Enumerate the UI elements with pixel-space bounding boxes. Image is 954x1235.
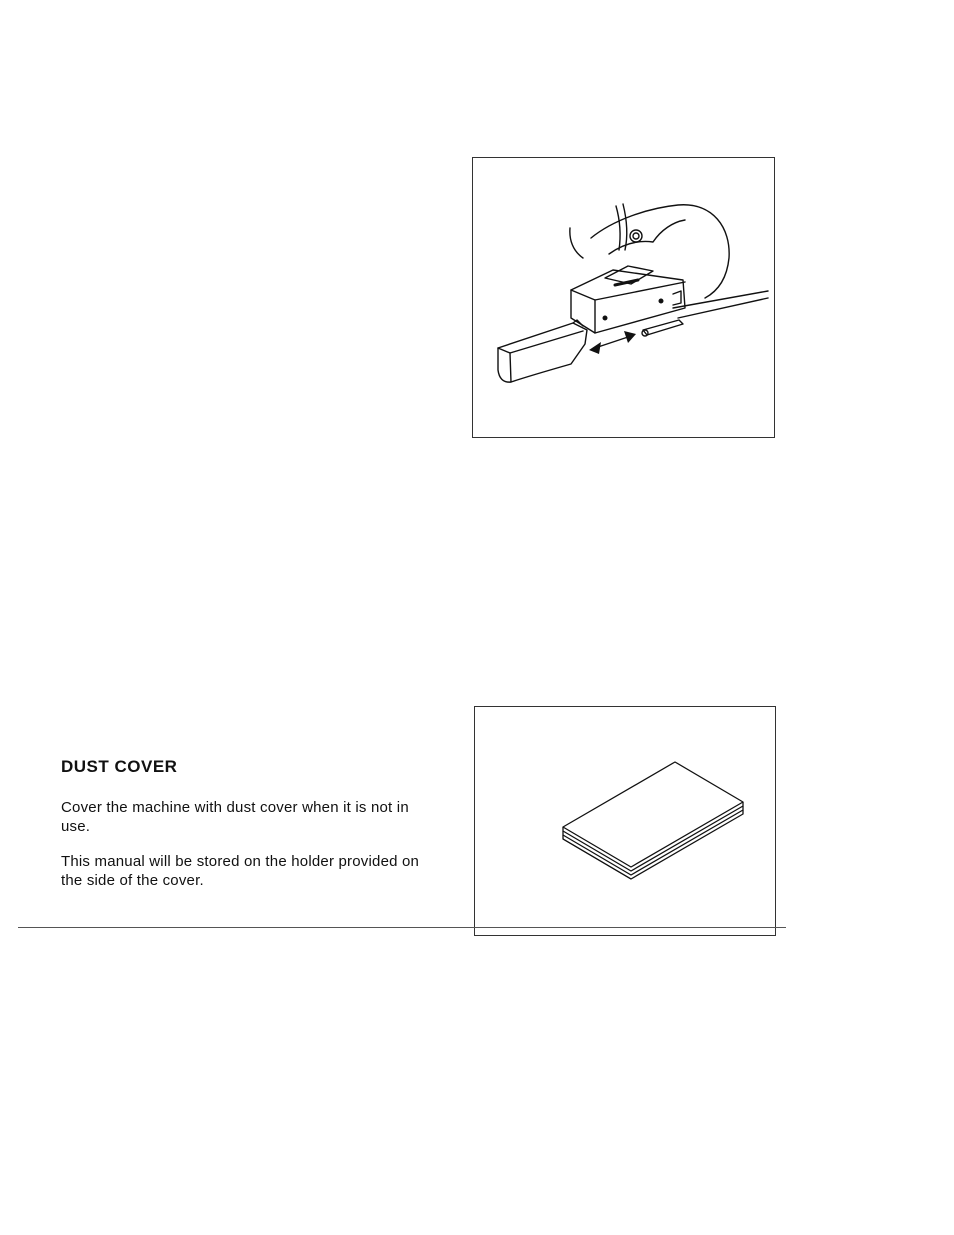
section-heading: DUST COVER: [61, 757, 178, 776]
accessory-box-figure: [472, 157, 775, 438]
manual-booklet-icon: [475, 707, 777, 937]
manual-figure: [474, 706, 776, 936]
section-divider: [18, 927, 786, 928]
dust-cover-paragraph: Cover the machine with dust cover when it is not in use.: [61, 799, 409, 835]
accessory-box-attach-icon: [473, 158, 776, 439]
manual-holder-paragraph: This manual will be stored on the holder provided on the side of the cover.: [61, 853, 420, 889]
